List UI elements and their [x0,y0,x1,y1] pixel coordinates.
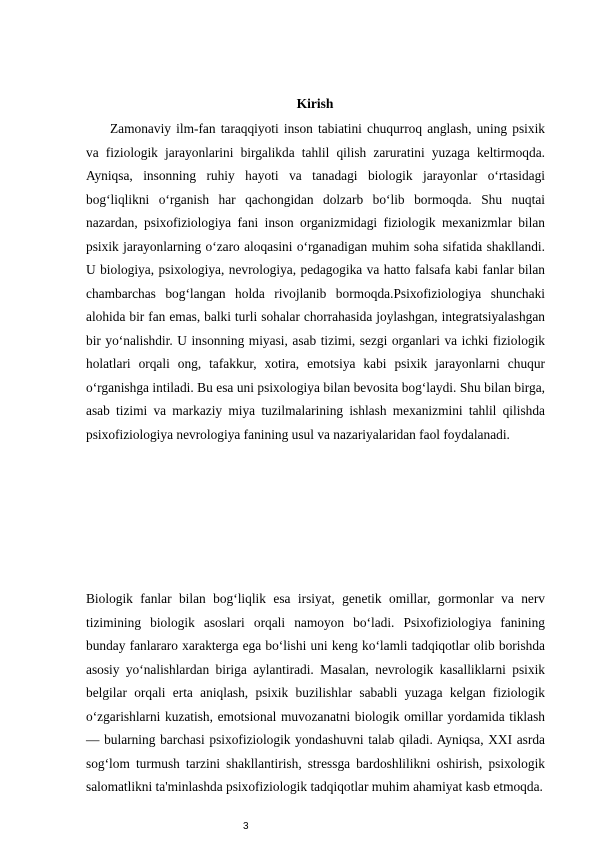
paragraph-interdisciplinary: Biologik fanlar bilan bog‘liqlik esa irsiyat, genetik omillar, gormonlar va nerv tizimining biologik asoslari orqali namoyon bo‘ladi. Psixofiziologiya fanining bunday fanlararo xarakterga ega bo‘lishi uni keng ko‘lamli tadqiqotlar olib borishda asosiy yo‘nalishlardan biriga aylantiradi. Masalan, nevrologik kasalliklarni psixik belgilar orqali erta aniqlash, psixik buzilishlar sababli yuzaga kelgan fiziologik o‘zgarishlarni kuzatish, emotsional muvozanatni biologik omillar yordamida tiklash — bularning barchasi psixofiziologik yondashuvni talab qiladi. Ayniqsa, XXI asrda sog‘lom turmush tarzini shakllantirish, stressga bardoshlilikni oshirish, psixologik salomatlikni ta'minlashda psixofiziologik tadqiqotlar muhim ahamiyat kasb etmoqda. [86,591,545,794]
page-number: 3 [243,821,249,832]
section-heading: Kirish [296,96,334,111]
paragraph-introduction: Zamonaviy ilm-fan taraqqiyoti inson tabiatini chuqurroq anglash, uning psixik va fiziologik jarayonlarini birgalikda tahlil qilish zaruratini yuzaga keltirmoqda. Ayniqsa, insonning ruhiy hayoti va tanadagi biologik jarayonlar o‘rtasidagi bog‘liqlikni o‘rganish har qachongidan dolzarb bo‘lib bormoqda. Shu nuqtai nazardan, psixofiziologiya fani inson organizmidagi fiziologik mexanizmlar bilan psixik jarayonlarning o‘zaro aloqasini o‘rganadigan muhim soha sifatida shakllandi. U biologiya, psixologiya, nevrologiya, pedagogika va hatto falsafa kabi fanlar bilan chambarchas bog‘langan holda rivojlanib bormoqda.Psixofiziologiya shunchaki alohida bir fan emas, balki turli sohalar chorrahasida joylashgan, integratsiyalashgan bir yo‘nalishdir. U insonning miyasi, asab tizimi, sezgi organlari va ichki fiziologik holatlari orqali ong, tafakkur, xotira, emotsiya kabi psixik jarayonlarni chuqur o‘rganishga intiladi. Bu esa uni psixologiya bilan bevosita bog‘laydi. Shu bilan birga, asab tizimi va markaziy miya tuzilmalarining ishlash mexanizmini tahlil qilishda psixofiziologiya nevrologiya fanining usul va nazariyalaridan faol foydalanadi. [86,121,545,442]
